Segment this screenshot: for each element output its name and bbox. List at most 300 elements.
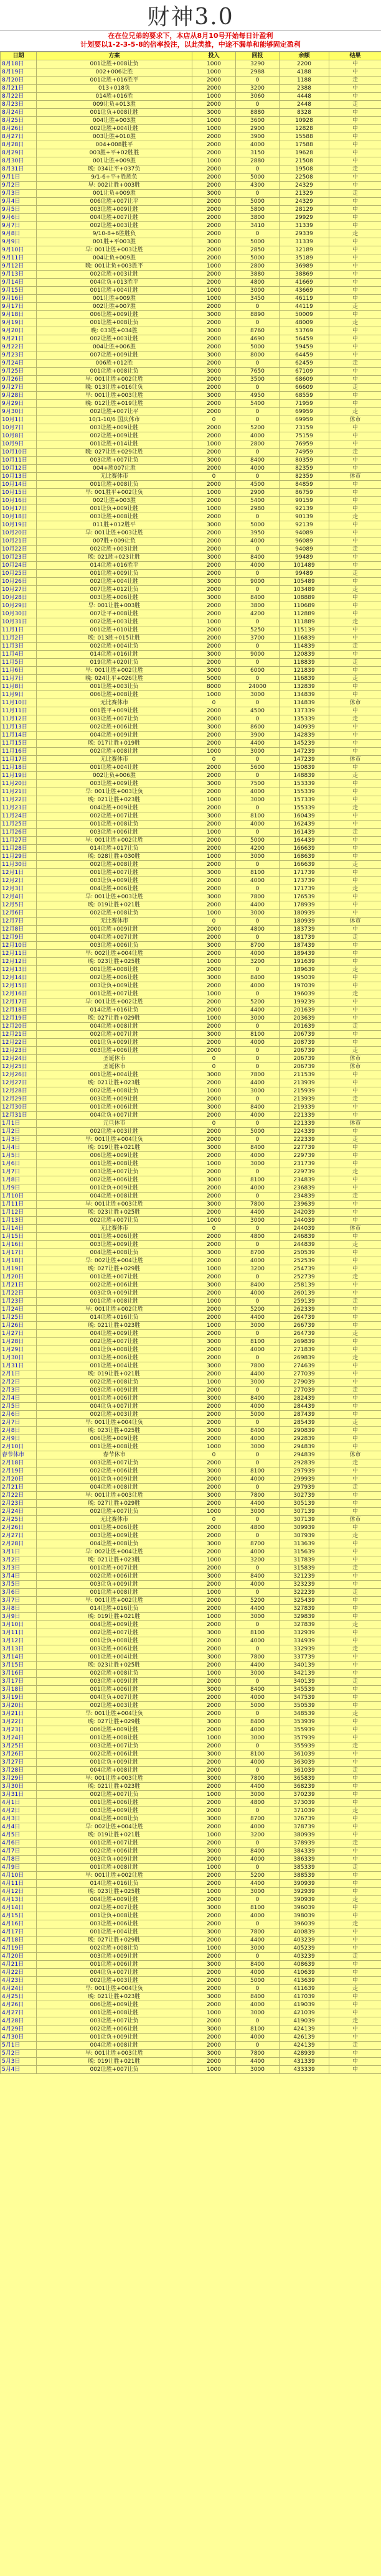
cell-plan: 春节休市 (37, 1451, 192, 1459)
cell-stake: 2000 (192, 1839, 236, 1848)
cell-result: 中 (329, 279, 381, 287)
cell-return: 8100 (236, 1031, 280, 1039)
cell-return: 0 (236, 2042, 280, 2050)
cell-return: 3000 (236, 1670, 280, 1678)
cell-result: 中 (329, 877, 381, 885)
cell-plan: 早: 001让胜+004让负 (37, 1136, 192, 1144)
table-row (1, 845, 381, 853)
cell-plan: 晚: 021让胜+023胜 (37, 1079, 192, 1087)
cell-balance: 162439 (280, 821, 329, 829)
cell-stake: 2000 (192, 2017, 236, 2025)
cell-date: 1月9日 (1, 1184, 37, 1193)
cell-result: 中 (329, 133, 381, 141)
table-row (1, 901, 381, 909)
table-row (1, 618, 381, 626)
cell-plan: 006让胜+009让胜 (37, 2001, 192, 2009)
cell-return: 4000 (236, 788, 280, 796)
cell-date: 11月23日 (1, 804, 37, 812)
cell-date: 1月29日 (1, 1346, 37, 1354)
cell-date: 12月2日 (1, 877, 37, 885)
cell-return: 5000 (236, 837, 280, 845)
cell-balance: 132839 (280, 683, 329, 691)
cell-result: 中 (329, 950, 381, 958)
table-row (1, 182, 381, 190)
cell-balance: 329839 (280, 1613, 329, 1621)
cell-plan: 早: 002让胜+004让胜 (37, 1823, 192, 1831)
cell-result: 中 (329, 1799, 381, 1807)
cell-return: 4300 (236, 182, 280, 190)
cell-return: 3200 (236, 1556, 280, 1565)
cell-result: 中 (329, 287, 381, 295)
cell-result: 中 (329, 578, 381, 586)
cell-stake: 1000 (192, 1556, 236, 1565)
table-row (1, 521, 381, 529)
cell-date: 12月20日 (1, 1023, 37, 1031)
cell-date: 4月17日 (1, 1928, 37, 1937)
table-row (1, 1920, 381, 1928)
table-row (1, 263, 381, 271)
cell-result: 中 (329, 254, 381, 263)
cell-date: 2月2日 (1, 1379, 37, 1387)
cell-return: 3000 (236, 853, 280, 861)
cell-date: 2月23日 (1, 1500, 37, 1508)
cell-stake: 2000 (192, 1233, 236, 1241)
cell-plan: 002让胜+003让胜 (37, 1702, 192, 1710)
cell-plan: 003让胜+010胜 (37, 133, 192, 141)
cell-result: 中 (329, 1751, 381, 1759)
cell-return: 0 (236, 1419, 280, 1427)
cell-stake: 1000 (192, 1791, 236, 1799)
cell-result: 中 (329, 1249, 381, 1257)
cell-date: 11月8日 (1, 683, 37, 691)
cell-stake: 1000 (192, 990, 236, 998)
table-row (1, 327, 381, 335)
cell-result: 走 (329, 1807, 381, 1815)
table-row (1, 934, 381, 942)
table-row (1, 780, 381, 788)
table-row (1, 465, 381, 473)
cell-return: 0 (236, 675, 280, 683)
cell-plan: 002让胜+008让负 (37, 1670, 192, 1678)
cell-date: 9月20日 (1, 327, 37, 335)
cell-balance: 150839 (280, 764, 329, 772)
cell-date: 12月26日 (1, 1071, 37, 1079)
table-row (1, 1896, 381, 1904)
cell-stake: 2000 (192, 1273, 236, 1281)
cell-plan: 001让胜+008让负 (37, 319, 192, 327)
table-row (1, 360, 381, 368)
cell-return: 0 (236, 77, 280, 85)
cell-stake: 1000 (192, 1831, 236, 1839)
table-row (1, 1338, 381, 1346)
cell-date: 2月20日 (1, 1476, 37, 1484)
cell-result: 中 (329, 1524, 381, 1532)
cell-return: 2988 (236, 68, 280, 77)
cell-return: 4000 (236, 1637, 280, 1645)
cell-result: 休市 (329, 473, 381, 481)
cell-balance: 305139 (280, 1500, 329, 1508)
cell-balance: 421039 (280, 2009, 329, 2017)
cell-balance: 160439 (280, 812, 329, 821)
table-row (1, 1273, 381, 1281)
cell-plan: 002让胜+006让胜 (37, 1176, 192, 1184)
cell-return: 0 (236, 1330, 280, 1338)
cell-result: 中 (329, 521, 381, 529)
cell-plan: 002让胜+007让平 (37, 408, 192, 416)
cell-date: 9月18日 (1, 311, 37, 319)
table-header (1, 52, 381, 60)
cell-stake: 2000 (192, 254, 236, 263)
table-row (1, 1742, 381, 1751)
cell-result: 中 (329, 796, 381, 804)
cell-result: 中 (329, 1306, 381, 1314)
table-row (1, 1904, 381, 1912)
cell-plan: 004让胜+008让胜 (37, 2042, 192, 2050)
cell-return: 2900 (236, 125, 280, 133)
cell-result: 中 (329, 602, 381, 610)
cell-date: 3月24日 (1, 1734, 37, 1742)
table-row (1, 416, 381, 424)
table-row (1, 1573, 381, 1581)
table-row (1, 635, 381, 643)
cell-return: 0 (236, 1055, 280, 1063)
cell-plan: 001让胜+006让胜 (37, 1961, 192, 1969)
cell-date: 4月23日 (1, 1977, 37, 1985)
cell-return: 0 (236, 473, 280, 481)
header-return: 回报 (236, 52, 280, 60)
cell-return: 0 (236, 416, 280, 424)
table-row (1, 723, 381, 732)
cell-result: 走 (329, 1710, 381, 1718)
table-row (1, 1807, 381, 1815)
cell-date: 12月10日 (1, 942, 37, 950)
cell-result: 中 (329, 1597, 381, 1605)
table-row (1, 1653, 381, 1662)
cell-result: 中 (329, 1427, 381, 1435)
cell-result: 走 (329, 1193, 381, 1201)
cell-plan: 晚: 021让胜+023胜 (37, 1556, 192, 1565)
cell-balance: 309939 (280, 1524, 329, 1532)
cell-date: 4月19日 (1, 1945, 37, 1953)
table-row (1, 651, 381, 659)
cell-date: 2月8日 (1, 1427, 37, 1435)
cell-balance: 92139 (280, 521, 329, 529)
cell-result: 走 (329, 449, 381, 457)
cell-date: 1月16日 (1, 1241, 37, 1249)
cell-return: 3000 (236, 1015, 280, 1023)
cell-result: 走 (329, 1459, 381, 1467)
table-row (1, 1346, 381, 1354)
cell-plan: 002让胜+007让胜 (37, 1904, 192, 1912)
cell-result: 中 (329, 2009, 381, 2017)
cell-result: 中 (329, 1928, 381, 1937)
cell-return: 4000 (236, 821, 280, 829)
table-row (1, 1799, 381, 1807)
cell-date: 11月4日 (1, 651, 37, 659)
cell-result: 中 (329, 489, 381, 497)
cell-plan: 001让胜+008让胜 (37, 966, 192, 974)
cell-date: 9月24日 (1, 360, 37, 368)
cell-date: 1月12日 (1, 1209, 37, 1217)
cell-return: 8400 (236, 1848, 280, 1856)
table-row (1, 683, 381, 691)
cell-return: 4400 (236, 1880, 280, 1888)
cell-date: 12月11日 (1, 950, 37, 958)
cell-plan: 004让胜+009让胜 (37, 732, 192, 740)
cell-plan: 006让胜+008让胜 (37, 691, 192, 699)
cell-stake: 3000 (192, 1249, 236, 1257)
cell-balance: 29929 (280, 214, 329, 222)
cell-stake: 2000 (192, 740, 236, 748)
cell-date: 3月29日 (1, 1775, 37, 1783)
cell-plan: 003让胜+007让负 (37, 2017, 192, 2025)
cell-stake: 2000 (192, 222, 236, 230)
cell-return: 4800 (236, 1524, 280, 1532)
cell-date: 11月6日 (1, 667, 37, 675)
cell-stake: 2000 (192, 1977, 236, 1985)
cell-plan: 001让胜+014让胜 (37, 440, 192, 449)
cell-balance: 21508 (280, 157, 329, 165)
cell-date: 3月15日 (1, 1662, 37, 1670)
cell-balance: 371039 (280, 1807, 329, 1815)
cell-balance: 208739 (280, 1039, 329, 1047)
cell-date: 1月6日 (1, 1160, 37, 1168)
cell-balance: 137339 (280, 707, 329, 715)
cell-result: 中 (329, 610, 381, 618)
cell-plan: 001让负+009让胜 (37, 1184, 192, 1193)
cell-return: 4000 (236, 1290, 280, 1298)
cell-plan: 002让胜+007让胜 (37, 812, 192, 821)
cell-date: 3月20日 (1, 1702, 37, 1710)
cell-result: 中 (329, 1152, 381, 1160)
cell-plan: 003让胜+007让负 (37, 1459, 192, 1467)
cell-date: 11月19日 (1, 772, 37, 780)
cell-result: 中 (329, 125, 381, 133)
cell-return: 4800 (236, 279, 280, 287)
cell-date: 3月27日 (1, 1759, 37, 1767)
cell-stake: 2000 (192, 861, 236, 869)
cell-stake: 2000 (192, 1500, 236, 1508)
cell-balance: 155339 (280, 788, 329, 796)
cell-plan: 001让胜+007让胜 (37, 869, 192, 877)
cell-stake: 3000 (192, 2025, 236, 2034)
table-row (1, 990, 381, 998)
cell-balance: 199239 (280, 998, 329, 1007)
cell-result: 走 (329, 1419, 381, 1427)
cell-result: 休市 (329, 1516, 381, 1524)
cell-stake: 3000 (192, 1427, 236, 1435)
cell-plan: 晚: 023让胜+025胜 (37, 1662, 192, 1670)
cell-balance: 221339 (280, 1112, 329, 1120)
cell-stake: 3000 (192, 457, 236, 465)
cell-plan: 003让胜+009让胜 (37, 1387, 192, 1395)
cell-return: 0 (236, 586, 280, 594)
cell-plan: 003让胜+009让胜 (37, 780, 192, 788)
table-row (1, 68, 381, 77)
cell-balance: 73159 (280, 424, 329, 432)
cell-stake: 3000 (192, 554, 236, 562)
cell-balance: 350539 (280, 1702, 329, 1710)
cell-plan: 001让胜+006让胜 (37, 1524, 192, 1532)
table-row (1, 2066, 381, 2074)
cell-date: 10月21日 (1, 537, 37, 546)
cell-result: 中 (329, 214, 381, 222)
cell-balance: 424139 (280, 2025, 329, 2034)
cell-date: 10月12日 (1, 465, 37, 473)
cell-plan: 001让胜+008让胜 (37, 1298, 192, 1306)
cell-return: 4000 (236, 1548, 280, 1556)
cell-balance: 36989 (280, 263, 329, 271)
table-row (1, 174, 381, 182)
table-row (1, 1233, 381, 1241)
table-row (1, 1928, 381, 1937)
table-row (1, 998, 381, 1007)
table-row (1, 1104, 381, 1112)
cell-date: 10月20日 (1, 529, 37, 537)
cell-plan: 早: 001让胜+003让胜 (37, 893, 192, 901)
cell-result: 休市 (329, 1120, 381, 1128)
cell-stake: 1000 (192, 1945, 236, 1953)
cell-result: 中 (329, 594, 381, 602)
cell-date: 11月7日 (1, 675, 37, 683)
table-row (1, 1362, 381, 1370)
cell-balance: 398039 (280, 1912, 329, 1920)
cell-balance: 213939 (280, 1079, 329, 1087)
cell-plan: 001让胜+009胜 (37, 295, 192, 303)
cell-plan: 早: 001让胜+003让胜 (37, 1201, 192, 1209)
cell-plan: 004让负+007让胜 (37, 1694, 192, 1702)
cell-result: 休市 (329, 416, 381, 424)
cell-date: 3月11日 (1, 1629, 37, 1637)
cell-date: 11月27日 (1, 837, 37, 845)
cell-stake: 2000 (192, 885, 236, 893)
cell-result: 走 (329, 1896, 381, 1904)
cell-balance: 342139 (280, 1670, 329, 1678)
cell-date: 11月25日 (1, 821, 37, 829)
cell-date: 10月7日 (1, 424, 37, 432)
cell-balance: 187439 (280, 942, 329, 950)
cell-balance: 28129 (280, 206, 329, 214)
table-row (1, 1686, 381, 1694)
cell-stake: 2000 (192, 1411, 236, 1419)
cell-balance: 31339 (280, 238, 329, 246)
table-row (1, 1848, 381, 1856)
table-row (1, 1095, 381, 1104)
cell-stake: 0 (192, 1063, 236, 1071)
cell-balance: 32189 (280, 246, 329, 254)
cell-stake: 2000 (192, 1880, 236, 1888)
cell-return: 0 (236, 990, 280, 998)
cell-return: 5200 (236, 1306, 280, 1314)
table-row (1, 2009, 381, 2017)
cell-date: 1月24日 (1, 1306, 37, 1314)
cell-stake: 3000 (192, 667, 236, 675)
cell-plan: 早: 001让胜+003让胜 (37, 1775, 192, 1783)
cell-result: 中 (329, 707, 381, 715)
cell-balance: 111889 (280, 618, 329, 626)
cell-plan: 002让胜+008让负 (37, 1945, 192, 1953)
cell-date: 10月9日 (1, 440, 37, 449)
cell-date: 4月22日 (1, 1969, 37, 1977)
cell-result: 中 (329, 651, 381, 659)
cell-plan: 002让胜+008让负 (37, 909, 192, 918)
cell-date: 1月2日 (1, 1128, 37, 1136)
cell-plan: 004让胜+008让负 (37, 1815, 192, 1823)
cell-balance: 239639 (280, 1201, 329, 1209)
cell-plan: 002让胜+004让胜 (37, 578, 192, 586)
cell-return: 0 (236, 513, 280, 521)
cell-stake: 2000 (192, 1023, 236, 1031)
cell-stake: 2000 (192, 643, 236, 651)
cell-date: 3月16日 (1, 1670, 37, 1678)
cell-return: 9000 (236, 578, 280, 586)
cell-stake: 2000 (192, 1920, 236, 1928)
cell-plan: 002让胜+008让负 (37, 1379, 192, 1387)
cell-balance: 262339 (280, 1306, 329, 1314)
cell-plan: 003让胜+009让胜 (37, 1241, 192, 1249)
cell-balance: 46119 (280, 295, 329, 303)
cell-plan: 003让胜+009让胜 (37, 1532, 192, 1540)
cell-date: 3月10日 (1, 1621, 37, 1629)
cell-balance: 29339 (280, 230, 329, 238)
cell-stake: 2000 (192, 319, 236, 327)
cell-stake: 1000 (192, 829, 236, 837)
cell-return: 4000 (236, 1856, 280, 1864)
cell-balance: 201639 (280, 1007, 329, 1015)
cell-result: 走 (329, 546, 381, 554)
cell-date: 3月3日 (1, 1565, 37, 1573)
cell-plan: 无比赛休市 (37, 699, 192, 707)
cell-result: 中 (329, 1281, 381, 1290)
cell-date: 3月13日 (1, 1645, 37, 1653)
cell-result: 中 (329, 1880, 381, 1888)
cell-stake: 2000 (192, 1581, 236, 1589)
cell-date: 9月13日 (1, 271, 37, 279)
cell-result: 中 (329, 1945, 381, 1953)
cell-return: 4000 (236, 1403, 280, 1411)
cell-stake: 2000 (192, 1459, 236, 1467)
header-balance: 余额 (280, 52, 329, 60)
cell-balance: 99489 (280, 554, 329, 562)
cell-plan: 001让负+009让胜 (37, 2034, 192, 2042)
cell-balance: 332939 (280, 1645, 329, 1653)
cell-plan: 004让胜+006让胜 (37, 885, 192, 893)
cell-result: 中 (329, 1823, 381, 1831)
cell-date: 1月25日 (1, 1314, 37, 1322)
cell-return: 0 (236, 1168, 280, 1176)
cell-result: 中 (329, 1087, 381, 1095)
cell-plan: 早: 002让胜+004让胜 (37, 1548, 192, 1556)
cell-stake: 2000 (192, 901, 236, 909)
cell-date: 11月15日 (1, 740, 37, 748)
table-row (1, 1403, 381, 1411)
cell-balance: 390939 (280, 1896, 329, 1904)
cell-return: 0 (236, 1565, 280, 1573)
table-row (1, 1734, 381, 1742)
cell-balance: 386339 (280, 1856, 329, 1864)
cell-balance: 59459 (280, 343, 329, 351)
cell-stake: 2000 (192, 279, 236, 287)
cell-stake: 2000 (192, 133, 236, 141)
cell-date: 1月21日 (1, 1281, 37, 1290)
cell-date: 11月17日 (1, 756, 37, 764)
cell-return: 0 (236, 885, 280, 893)
table-row (1, 157, 381, 165)
cell-result: 走 (329, 513, 381, 521)
cell-balance: 17588 (280, 141, 329, 149)
cell-plan: 011胜+012胜平 (37, 521, 192, 529)
table-row (1, 1176, 381, 1184)
